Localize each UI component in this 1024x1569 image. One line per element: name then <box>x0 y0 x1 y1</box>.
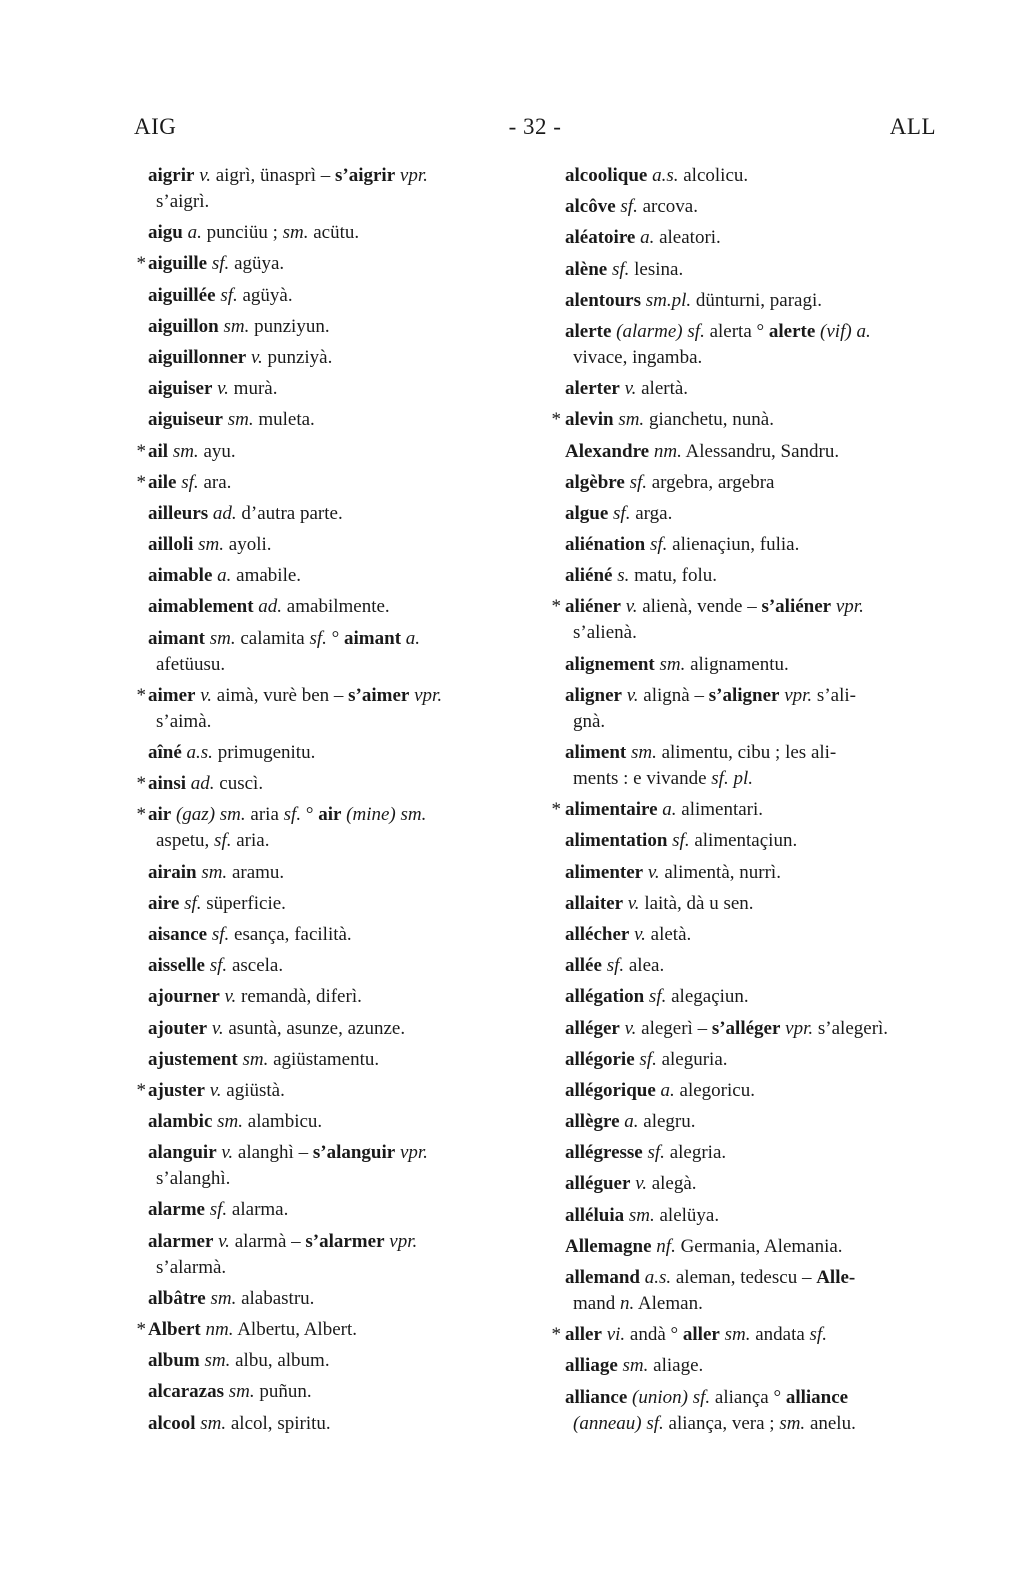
header-left-guide: AIG <box>134 114 177 139</box>
entry-continuation: (anneau) sf. aliança, vera ; sm. anelu. <box>573 1412 856 1434</box>
dictionary-entry <box>130 802 530 854</box>
entry-text: aiguiseur sm. muleta. <box>148 409 315 431</box>
entry-text: aisselle sf. ascela. <box>148 955 284 977</box>
dictionary-entry <box>130 470 530 496</box>
left-column <box>130 163 530 1442</box>
entry-text: aliéner v. alienà, vende – s’aliéner vpr. <box>565 596 864 618</box>
entry-text: alcôve sf. arcova. <box>565 196 698 218</box>
dictionary-entry <box>130 1229 530 1281</box>
entry-text: ailloli sm. ayoli. <box>148 534 272 556</box>
entry-text: algue sf. arga. <box>565 502 673 524</box>
entry-text: aiguiser v. murà. <box>148 378 278 400</box>
page-number: - 32 - <box>508 114 562 139</box>
dictionary-entry <box>545 1234 940 1260</box>
entry-continuation: gnà. <box>573 710 606 732</box>
entry-text: allégorie sf. aleguria. <box>565 1048 728 1070</box>
dictionary-entry <box>545 1353 940 1379</box>
entry-continuation: s’alarmà. <box>156 1256 227 1278</box>
entry-text: air (gaz) sm. aria sf. ° air (mine) sm. <box>148 804 427 826</box>
dictionary-entry <box>130 626 530 678</box>
dictionary-entry <box>545 984 940 1010</box>
entry-text: allégorique a. alegoricu. <box>565 1079 755 1101</box>
dictionary-entry <box>130 1078 530 1104</box>
dictionary-entry <box>545 1140 940 1166</box>
entry-text: aligner v. alignà – s’aligner vpr. s’ali- <box>565 684 856 706</box>
entry-marker: * <box>136 253 146 275</box>
dictionary-entry <box>545 470 940 496</box>
entry-text: aile sf. ara. <box>148 471 232 493</box>
entry-continuation: s’alienà. <box>573 622 637 644</box>
dictionary-entry <box>130 1286 530 1312</box>
entry-text: ajustement sm. agiüstamentu. <box>148 1048 380 1070</box>
entry-continuation: s’aimà. <box>156 710 212 732</box>
dictionary-entry <box>130 984 530 1010</box>
dictionary-entry <box>545 1047 940 1073</box>
entry-text: ail sm. ayu. <box>148 440 236 462</box>
dictionary-entry <box>130 860 530 886</box>
entry-marker: * <box>551 799 561 821</box>
dictionary-entry <box>130 407 530 433</box>
dictionary-entry <box>545 1265 940 1317</box>
entry-text: aller vi. andà ° aller sm. andata sf. <box>565 1324 827 1346</box>
entry-text: alimentation sf. alimentaçiun. <box>565 830 798 852</box>
dictionary-entry <box>130 1379 530 1405</box>
entry-text: ainsi ad. cuscì. <box>148 773 264 795</box>
dictionary-entry <box>130 1317 530 1343</box>
dictionary-entry <box>545 797 940 823</box>
header-right-guide: ALL <box>889 114 936 139</box>
entry-text: alimenter v. alimentà, nurrì. <box>565 861 781 883</box>
dictionary-entry <box>545 1203 940 1229</box>
entry-text: aimant sm. calamita sf. ° aimant a. <box>148 627 421 649</box>
dictionary-entry <box>545 376 940 402</box>
dictionary-entry <box>545 594 940 646</box>
dictionary-entry <box>130 314 530 340</box>
entry-text: alarme sf. alarma. <box>148 1199 289 1221</box>
dictionary-entry <box>130 1348 530 1374</box>
dictionary-entry <box>130 771 530 797</box>
dictionary-entry <box>130 251 530 277</box>
entry-continuation: s’alanghì. <box>156 1168 231 1190</box>
dictionary-entry <box>545 288 940 314</box>
dictionary-entry <box>130 532 530 558</box>
entry-text: album sm. albu, album. <box>148 1350 330 1372</box>
dictionary-entry <box>545 891 940 917</box>
entry-text: algèbre sf. argebra, argebra <box>565 471 775 493</box>
entry-text: aigu a. punciüu ; sm. acütu. <box>148 222 360 244</box>
entry-marker: * <box>136 1319 146 1340</box>
entry-text: aliénation sf. alienaçiun, fulia. <box>565 534 800 556</box>
entry-text: ailleurs ad. d’autra parte. <box>148 502 343 524</box>
entry-text: aire sf. süperficie. <box>148 892 286 914</box>
entry-text: alcarazas sm. puñun. <box>148 1381 312 1403</box>
dictionary-entry <box>545 563 940 589</box>
entry-text: aîné a.s. primugenitu. <box>148 742 316 763</box>
entry-text: aliéné s. matu, folu. <box>565 565 718 587</box>
dictionary-entry <box>545 439 940 465</box>
dictionary-entry <box>130 594 530 620</box>
entry-marker: * <box>551 596 561 618</box>
entry-text: aiguillon sm. punziyun. <box>148 315 330 337</box>
dictionary-entry <box>545 953 940 979</box>
dictionary-entry <box>545 1385 940 1437</box>
entry-text: alevin sm. gianchetu, nunà. <box>565 409 774 431</box>
dictionary-entry <box>130 163 530 215</box>
dictionary-entry <box>130 683 530 735</box>
entry-text: aléatoire a. aleatori. <box>565 227 721 249</box>
entry-text: aigrir v. aigrì, ünasprì – s’aigrir vpr. <box>148 165 428 186</box>
entry-marker: * <box>136 684 146 706</box>
dictionary-entry <box>130 439 530 465</box>
dictionary-entry <box>130 283 530 309</box>
entry-continuation: aspetu, sf. aria. <box>156 830 270 852</box>
dictionary-entry <box>130 1140 530 1192</box>
entry-text: alambic sm. alambicu. <box>148 1111 323 1133</box>
entry-text: alliance (union) sf. aliança ° alliance <box>565 1386 849 1408</box>
entry-text: alimentaire a. alimentari. <box>565 799 764 821</box>
entry-marker: * <box>551 409 561 431</box>
entry-text: allaiter v. laità, dà u sen. <box>565 892 754 914</box>
dictionary-entry <box>545 828 940 854</box>
entry-text: alerte (alarme) sf. alerta ° alerte (vif) a. <box>565 320 871 342</box>
dictionary-entry <box>130 501 530 527</box>
dictionary-entry <box>545 532 940 558</box>
dictionary-entry <box>545 319 940 371</box>
page-header <box>134 114 936 148</box>
entry-text: allée sf. alea. <box>565 955 665 977</box>
dictionary-entry <box>130 1109 530 1135</box>
entry-continuation: s’aigrì. <box>156 191 210 212</box>
entry-marker: * <box>136 1079 146 1101</box>
entry-text: alignement sm. alignamentu. <box>565 653 789 675</box>
dictionary-entry <box>130 345 530 371</box>
dictionary-entry <box>130 953 530 979</box>
dictionary-entry <box>130 220 530 246</box>
entry-text: aiguillonner v. punziyà. <box>148 346 333 368</box>
dictionary-entry <box>130 1411 530 1437</box>
entry-text: Alexandre nm. Alessandru, Sandru. <box>565 440 840 462</box>
dictionary-entry <box>130 1016 530 1042</box>
entry-text: alarmer v. alarmà – s’alarmer vpr. <box>148 1230 418 1252</box>
entry-text: allemand a.s. aleman, tedescu – Alle- <box>565 1267 856 1288</box>
entry-text: alléguer v. alegà. <box>565 1173 697 1195</box>
entry-text: allégresse sf. alegria. <box>565 1142 727 1164</box>
dictionary-entry <box>545 163 940 189</box>
dictionary-entry <box>545 922 940 948</box>
entry-text: alcoolique a.s. alcolicu. <box>565 165 749 186</box>
entry-text: allègre a. alegru. <box>565 1111 696 1133</box>
entry-text: aliment sm. alimentu, cibu ; les ali- <box>565 742 837 763</box>
dictionary-entry <box>545 1109 940 1135</box>
entry-marker: * <box>136 471 146 493</box>
entry-text: alanguir v. alanghì – s’alanguir vpr. <box>148 1142 428 1164</box>
dictionary-entry <box>545 1016 940 1042</box>
entry-text: alcool sm. alcol, spiritu. <box>148 1412 331 1434</box>
entry-text: aisance sf. esança, facilità. <box>148 923 352 945</box>
dictionary-entry <box>545 683 940 735</box>
right-column <box>545 163 940 1442</box>
dictionary-entry <box>130 563 530 589</box>
entry-continuation: ments : e vivande sf. pl. <box>573 768 753 789</box>
entry-continuation: mand n. Aleman. <box>573 1293 703 1314</box>
entry-text: aiguillée sf. agüyà. <box>148 284 293 306</box>
entry-text: aimable a. amabile. <box>148 565 302 587</box>
dictionary-entry <box>545 1322 940 1348</box>
entry-text: alléger v. alegerì – s’alléger vpr. s’alegerì. <box>565 1017 889 1039</box>
dictionary-entry <box>130 891 530 917</box>
dictionary-entry <box>130 376 530 402</box>
entry-marker: * <box>136 440 146 462</box>
dictionary-entry <box>130 740 530 766</box>
dictionary-entry <box>545 860 940 886</box>
dictionary-entry <box>545 407 940 433</box>
dictionary-entry <box>545 194 940 220</box>
dictionary-entry <box>545 652 940 678</box>
entry-text: aimablement ad. amabilmente. <box>148 596 390 618</box>
entry-text: aimer v. aimà, vurè ben – s’aimer vpr. <box>148 684 443 706</box>
entry-text: alentours sm.pl. dünturni, paragi. <box>565 289 823 311</box>
dictionary-entry <box>545 501 940 527</box>
entry-marker: * <box>136 804 146 826</box>
entry-text: Albert nm. Albertu, Albert. <box>148 1319 357 1340</box>
entry-text: alléluia sm. alelüya. <box>565 1204 720 1226</box>
dictionary-entry <box>130 1047 530 1073</box>
entry-text: allégation sf. alegaçiun. <box>565 986 749 1008</box>
dictionary-entry <box>130 1197 530 1223</box>
dictionary-entry <box>545 740 940 792</box>
entry-text: aiguille sf. agüya. <box>148 253 285 275</box>
entry-text: alène sf. lesina. <box>565 258 684 280</box>
entry-text: alliage sm. aliage. <box>565 1355 704 1377</box>
entry-continuation: vivace, ingamba. <box>573 346 703 368</box>
entry-text: alerter v. alertà. <box>565 378 689 400</box>
entry-text: airain sm. aramu. <box>148 861 285 883</box>
entry-continuation: afetüusu. <box>156 653 226 675</box>
dictionary-entry <box>545 1078 940 1104</box>
entry-text: ajuster v. agiüstà. <box>148 1079 285 1101</box>
entry-text: albâtre sm. alabastru. <box>148 1287 315 1309</box>
dictionary-entry <box>130 922 530 948</box>
entry-marker: * <box>136 773 146 795</box>
entry-text: allécher v. aletà. <box>565 923 692 945</box>
dictionary-entry <box>545 257 940 283</box>
entry-text: Allemagne nf. Germania, Alemania. <box>565 1235 843 1257</box>
entry-marker: * <box>551 1324 561 1346</box>
dictionary-entry <box>545 1171 940 1197</box>
entry-text: ajourner v. remandà, diferì. <box>148 986 362 1008</box>
entry-text: ajouter v. asuntà, asunze, azunze. <box>148 1017 406 1039</box>
dictionary-entry <box>545 225 940 251</box>
